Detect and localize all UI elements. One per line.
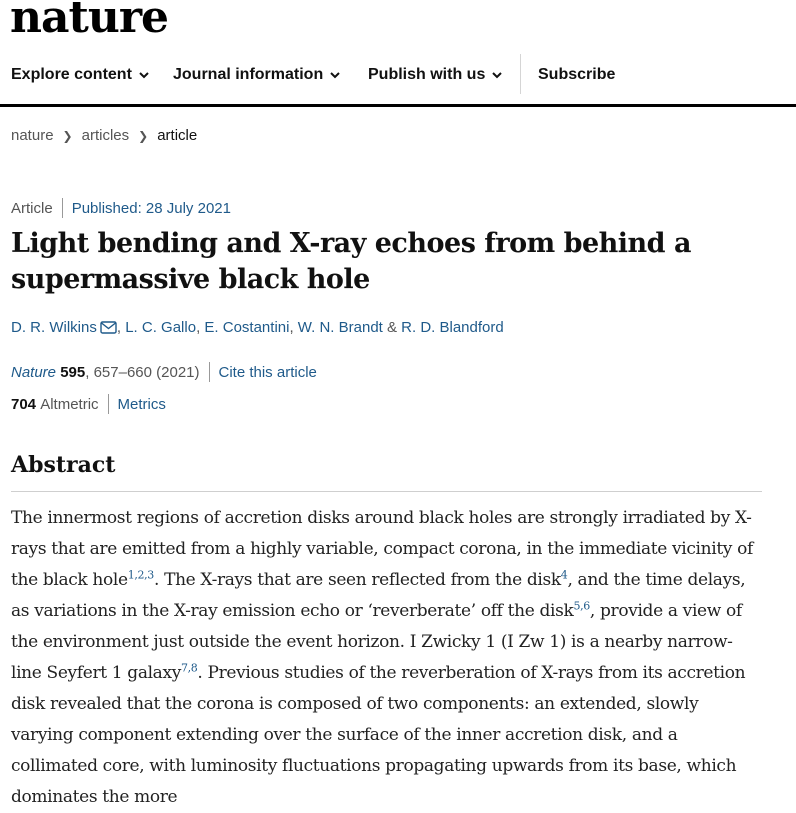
abstract-text-segment: . The X-rays that are seen reflected from the disk — [153, 570, 561, 590]
divider — [209, 362, 210, 382]
main-nav — [0, 48, 796, 107]
author-separator: , — [289, 319, 298, 336]
article-meta — [11, 198, 231, 218]
nav-publish-with-us[interactable] — [368, 66, 503, 84]
volume: 595 — [60, 363, 86, 381]
reference-link[interactable]: 1,2,3 — [127, 568, 154, 582]
metrics-link[interactable]: Metrics — [117, 395, 166, 413]
chevron-right-icon: ❯ — [62, 128, 73, 143]
author-separator: , — [196, 319, 205, 336]
nav-divider — [520, 54, 521, 94]
nav-journal-information[interactable] — [173, 66, 341, 84]
author-link[interactable]: D. R. Wilkins — [11, 319, 97, 336]
abstract-text-segment: , provide a view of the environment just outside the event horizon. I Zwicky 1 (I Zw 1) is a nearby narrow-line Seyfert 1 galaxy — [11, 601, 742, 683]
breadcrumb-current: article — [157, 127, 198, 144]
author-list — [11, 319, 504, 336]
published-date[interactable]: Published: 28 July 2021 — [71, 199, 231, 217]
cite-this-article-link[interactable]: Cite this article — [218, 363, 317, 381]
abstract-text-segment: . Previous studies of the reverberation of X-rays from its accretion disk revealed that the corona is composed of two components: an extended, slowly varying component extending over the surface of the inner accretion disk, and a collimated core, with luminosity fluctuations propagating upwards from its base, which dominates the more — [11, 663, 746, 807]
abstract-heading: Abstract — [11, 452, 116, 478]
altmetric-label: Altmetric — [40, 395, 99, 413]
nav-subscribe[interactable] — [538, 66, 615, 84]
divider — [62, 198, 63, 218]
nav-label: Explore content — [11, 66, 132, 83]
nature-logo[interactable]: nature — [10, 0, 168, 43]
abstract-text-segment: The innermost regions of accretion disks around black holes are strongly irradiated by X-rays that are emitted from a highly variable, compact corona, in the immediate vicinity of the black hole — [11, 508, 753, 590]
breadcrumb-articles[interactable]: articles — [81, 127, 130, 144]
chevron-down-icon — [491, 69, 503, 81]
chevron-right-icon: ❯ — [138, 128, 149, 143]
breadcrumb-nature[interactable]: nature — [11, 127, 54, 144]
chevron-down-icon — [138, 69, 150, 81]
citation-line — [11, 362, 317, 382]
author-link[interactable]: L. C. Gallo — [125, 319, 197, 336]
pages-year: , 657–660 (2021) — [85, 363, 200, 381]
article-type: Article — [11, 199, 53, 217]
nav-label: Subscribe — [538, 66, 616, 83]
nav-label: Journal information — [173, 66, 324, 83]
altmetric-score: 704 — [11, 395, 37, 413]
author-link[interactable]: R. D. Blandford — [401, 319, 504, 336]
metrics-line — [11, 394, 166, 414]
abstract-text-segment: , and the time delays, as variations in the X-ray emission echo or ‘reverberate’ off the disk — [11, 570, 746, 621]
article-title: Light bending and X-ray echoes from behind a supermassive black hole — [11, 228, 691, 295]
author-link[interactable]: W. N. Brandt — [297, 319, 383, 336]
author-separator: & — [382, 319, 402, 336]
divider — [108, 394, 109, 414]
reference-link[interactable]: 5,6 — [573, 599, 590, 613]
journal-name: Nature — [11, 363, 57, 381]
abstract-rule — [11, 491, 762, 492]
nav-explore-content[interactable] — [11, 66, 150, 84]
reference-link[interactable]: 7,8 — [180, 661, 198, 675]
mail-icon[interactable] — [100, 321, 117, 334]
nav-label: Publish with us — [368, 66, 486, 83]
reference-link[interactable]: 4 — [560, 568, 568, 582]
breadcrumb — [11, 127, 197, 144]
abstract-text — [11, 503, 761, 813]
author-separator: , — [116, 319, 126, 336]
author-link[interactable]: E. Costantini — [204, 319, 290, 336]
chevron-down-icon — [329, 69, 341, 81]
